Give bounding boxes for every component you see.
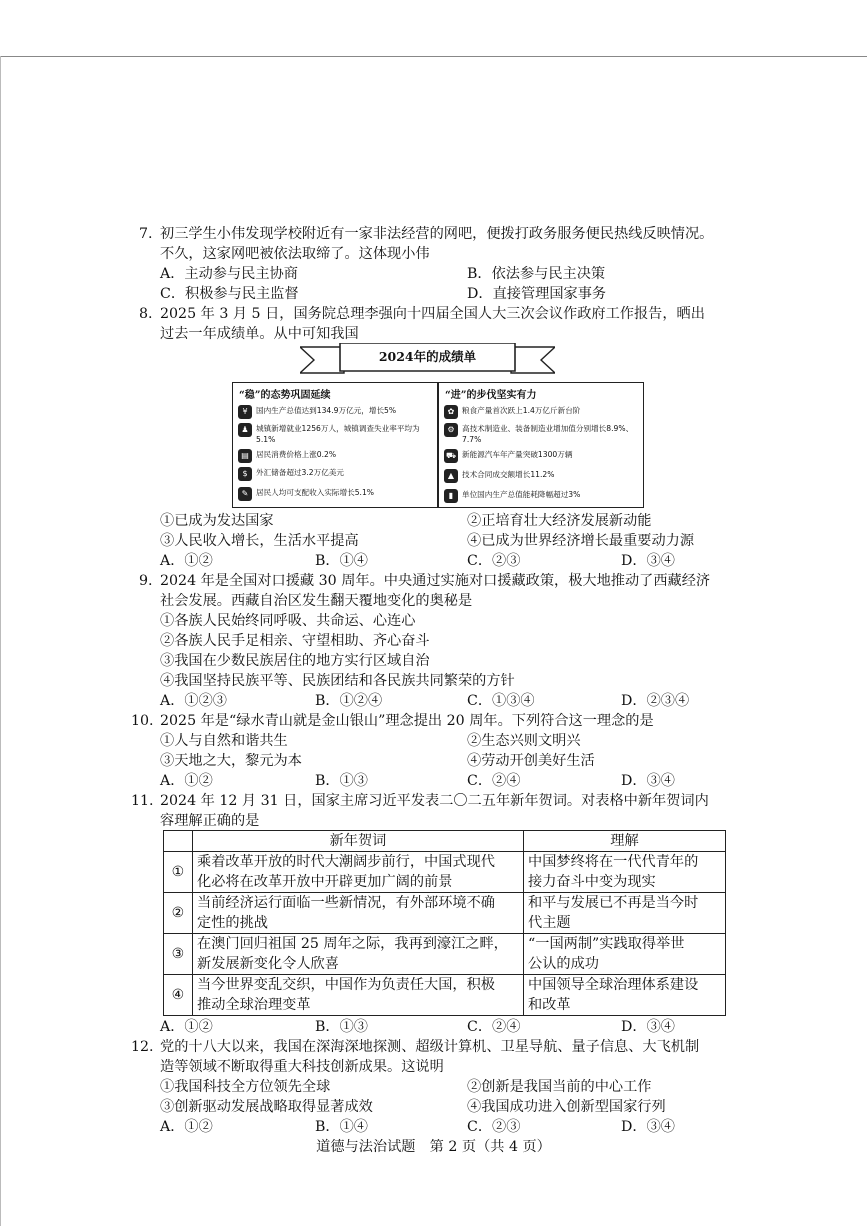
stability-item-text: 国内生产总值达到134.9万亿元，增长5% (256, 406, 397, 415)
progress-panel (438, 382, 644, 508)
q12-stem-line1: 党的十八大以来，我国在深海深地探测、超级计算机、卫星导航、量子信息、大飞机制 (160, 1039, 700, 1055)
q9-option-c: C．①③④ (467, 693, 535, 709)
q9-number: 9. (139, 573, 153, 589)
q9-option-b: B．①②④ (315, 693, 383, 709)
speech-line: 新发展新变化令人欣喜 (197, 956, 339, 972)
speech-line: 定性的挑战 (197, 915, 268, 931)
q8-statement-1: ①已成为发达国家 (160, 513, 274, 529)
stability-item-text: 居民人均可支配收入实际增长5.1% (256, 488, 375, 497)
q11-stem-line1: 2024 年 12 月 31 日，国家主席习近平发表二〇二五年新年贺词。对表格中新年贺词内 (160, 793, 709, 809)
q12-statement-3: ③创新驱动发展战略取得显著成效 (160, 1099, 373, 1115)
q12-statement-4: ④我国成功进入创新型国家行列 (467, 1099, 666, 1115)
q12-option-a: A．①② (160, 1119, 213, 1135)
progress-item-text: 新能源汽车年产量突破1300万辆 (462, 450, 573, 459)
understanding-cell (524, 934, 726, 975)
progress-item-text: 单位国内生产总值能耗降幅超过3% (462, 490, 581, 499)
q10-statement-2: ②生态兴则文明兴 (467, 733, 581, 749)
q7-option-c: C．积极参与民主监督 (160, 286, 299, 302)
understanding-line: 和改革 (528, 997, 571, 1013)
table-row (164, 893, 726, 934)
q8-stem-line2: 过去一年成绩单。从中可知我国 (160, 326, 359, 342)
q12-option-d: D．③④ (621, 1119, 675, 1135)
q10-statement-1: ①人与自然和谐共生 (160, 733, 288, 749)
new-year-speech-table (163, 830, 726, 1016)
q10-stem-line1: 2025 年是“绿水青山就是金山银山”理念提出 20 周年。下列符合这一理念的是 (160, 713, 654, 729)
q11-option-a: A．①② (160, 1019, 213, 1035)
stability-item (238, 467, 431, 481)
scoreboard-title: 2024年的成绩单 (378, 349, 477, 364)
q9-statement-4: ④我国坚持民族平等、民族团结和各民族共同繁荣的方针 (160, 673, 515, 689)
q11-number: 11. (131, 793, 154, 809)
table-row (164, 975, 726, 1016)
people-icon: ♟ (238, 423, 252, 437)
speech-cell (193, 934, 524, 975)
q10-statement-4: ④劳动开创美好生活 (467, 753, 595, 769)
row-mark: ① (164, 852, 193, 893)
stability-panel (232, 382, 438, 508)
q11-option-c: C．②④ (467, 1019, 521, 1035)
q10-option-c: C．②④ (467, 773, 521, 789)
table-header-speech: 新年贺词 (193, 831, 524, 852)
speech-line: 化必将在改革开放中开辟更加广阔的前景 (197, 874, 453, 890)
gdp-icon: ¥ (238, 405, 252, 419)
q12-statement-1: ①我国科技全方位领先全球 (160, 1079, 331, 1095)
q7-stem-line2: 不久，这家网吧被依法取缔了。这体现小伟 (160, 246, 430, 262)
chart-icon: ▲ (444, 469, 458, 483)
progress-item-text: 高技术制造业、装备制造业增加值分别增长8.9%、7.7% (462, 424, 634, 444)
fuel-icon: ▮ (444, 489, 458, 503)
progress-item (444, 489, 637, 503)
q8-stem-line1: 2025 年 3 月 5 日，国务院总理李强向十四届全国人大三次会议作政府工作报告，晒出 (160, 306, 705, 322)
progress-panel-title: “进”的步伐坚实有力 (445, 390, 537, 401)
reserve-icon: $ (238, 467, 252, 481)
stability-item (238, 449, 431, 463)
row-mark: ④ (164, 975, 193, 1016)
q8-option-a: A．①② (160, 553, 213, 569)
q12-option-c: C．②③ (467, 1119, 521, 1135)
q9-statement-3: ③我国在少数民族居住的地方实行区域自治 (160, 653, 430, 669)
gear-icon: ⚙ (444, 423, 458, 437)
stability-item (238, 423, 431, 445)
cart-icon: ▤ (238, 449, 252, 463)
q10-number: 10. (131, 713, 154, 729)
q8-option-b: B．①④ (315, 553, 368, 569)
q8-statement-3: ③人民收入增长，生活水平提高 (160, 533, 359, 549)
table-row (164, 852, 726, 893)
q11-option-b: B．①③ (315, 1019, 368, 1035)
progress-item-text: 技术合同成交额增长11.2% (462, 470, 555, 479)
speech-cell (193, 975, 524, 1016)
understanding-line: 代主题 (528, 915, 571, 931)
speech-line: 乘着改革开放的时代大潮阔步前行，中国式现代 (197, 854, 495, 870)
understanding-line: 和平与发展已不再是当今时 (528, 895, 699, 911)
stability-item-text: 城镇新增就业1256万人，城镇调查失业率平均为5.1% (256, 424, 420, 444)
understanding-line: 中国梦终将在一代代青年的 (528, 854, 699, 870)
page-left-border (0, 56, 1, 1226)
speech-line: 当今世界变乱交织，中国作为负责任大国，积极 (197, 977, 495, 993)
stability-item-text: 外汇储备超过3.2万亿美元 (256, 468, 345, 477)
q11-option-d: D．③④ (621, 1019, 675, 1035)
q8-option-c: C．②③ (467, 553, 521, 569)
q8-statement-4: ④已成为世界经济增长最重要动力源 (467, 533, 695, 549)
q9-statement-1: ①各族人民始终同呼吸、共命运、心连心 (160, 613, 416, 629)
speech-line: 推动全球治理变革 (197, 997, 311, 1013)
row-mark: ② (164, 893, 193, 934)
progress-item (444, 423, 637, 445)
stability-item (238, 405, 431, 419)
q10-option-d: D．③④ (621, 773, 675, 789)
speech-cell (193, 893, 524, 934)
q12-stem-line2: 造等领域不断取得重大科技创新成果。这说明 (160, 1059, 444, 1075)
q8-option-d: D．③④ (621, 553, 675, 569)
q7-option-d: D．直接管理国家事务 (467, 286, 607, 302)
q9-stem-line2: 社会发展。西藏自治区发生翻天覆地变化的奥秘是 (160, 593, 473, 609)
understanding-line: 公认的成功 (528, 956, 599, 972)
table-header-blank (164, 831, 193, 852)
q9-stem-line1: 2024 年是全国对口援藏 30 周年。中央通过实施对口援藏政策，极大地推动了西藏经济 (160, 573, 711, 589)
speech-cell (193, 852, 524, 893)
q10-option-b: B．①③ (315, 773, 368, 789)
progress-item-text: 粮食产量首次跃上1.4万亿斤新台阶 (462, 406, 581, 415)
car-icon: ⛟ (444, 449, 458, 463)
q9-statement-2: ②各族人民手足相亲、守望相助、齐心奋斗 (160, 633, 430, 649)
q7-option-b: B．依法参与民主决策 (467, 266, 606, 282)
page-top-border (0, 56, 867, 57)
q12-statement-2: ②创新是我国当前的中心工作 (467, 1079, 652, 1095)
understanding-cell (524, 975, 726, 1016)
q8-number: 8. (139, 306, 153, 322)
progress-item (444, 449, 637, 463)
understanding-cell (524, 893, 726, 934)
stability-panel-title: “稳”的态势巩固延续 (239, 390, 331, 401)
understanding-line: 接力奋斗中变为现实 (528, 874, 656, 890)
q10-option-a: A．①② (160, 773, 213, 789)
table-header-understanding: 理解 (524, 831, 726, 852)
progress-item (444, 405, 637, 419)
grain-icon: ✿ (444, 405, 458, 419)
q10-statement-3: ③天地之大，黎元为本 (160, 753, 302, 769)
stability-item (238, 487, 431, 501)
table-header-row (164, 831, 726, 852)
speech-line: 在澳门回归祖国 25 周年之际，我再到濠江之畔， (197, 936, 508, 952)
stability-item-text: 居民消费价格上涨0.2% (256, 450, 337, 459)
understanding-line: 中国领导全球治理体系建设 (528, 977, 699, 993)
row-mark: ③ (164, 934, 193, 975)
q12-number: 12. (131, 1039, 154, 1055)
page-footer: 道德与法治试题 第 2 页（共 4 页） (316, 1139, 551, 1155)
table-row (164, 934, 726, 975)
q12-option-b: B．①④ (315, 1119, 368, 1135)
understanding-line: “一国两制”实践取得举世 (528, 936, 685, 952)
q9-option-d: D．②③④ (621, 693, 690, 709)
q7-stem-line1: 初三学生小伟发现学校附近有一家非法经营的网吧，便拨打政务服务便民热线反映情况。 (160, 226, 714, 242)
progress-item (444, 469, 637, 483)
understanding-cell (524, 852, 726, 893)
q7-option-a: A．主动参与民主协商 (160, 266, 298, 282)
income-icon: ✎ (238, 487, 252, 501)
q9-option-a: A．①②③ (160, 693, 227, 709)
q8-statement-2: ②正培育壮大经济发展新动能 (467, 513, 652, 529)
speech-line: 当前经济运行面临一些新情况，有外部环境不确 (197, 895, 495, 911)
q7-number: 7. (139, 226, 153, 242)
q11-stem-line2: 容理解正确的是 (160, 813, 260, 829)
